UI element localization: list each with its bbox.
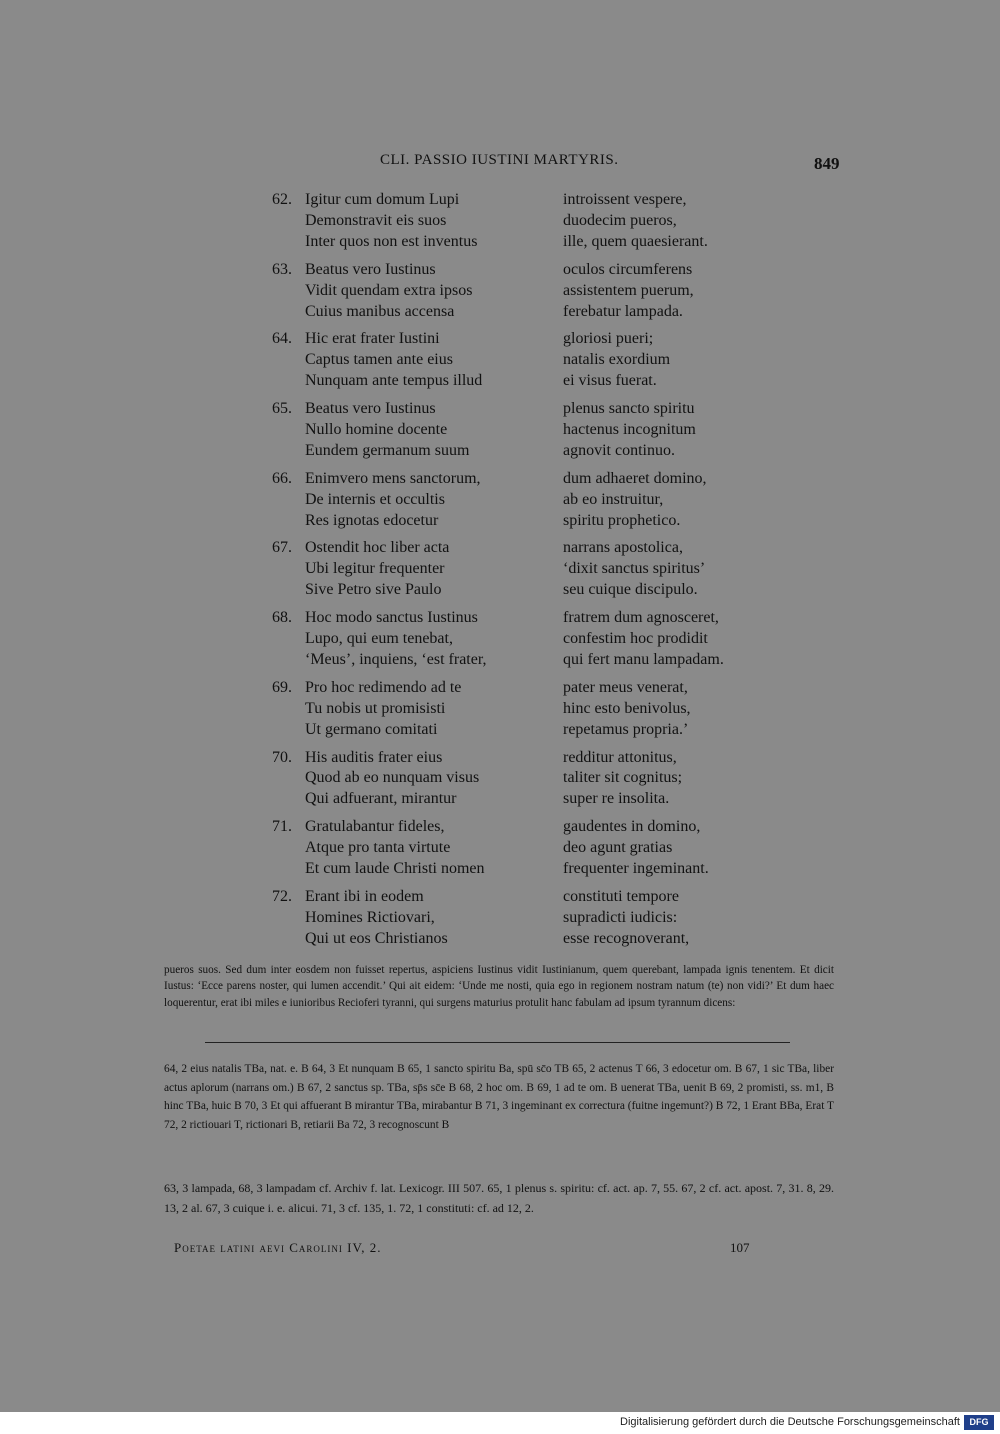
verse-line: assistentem puerum,	[563, 281, 694, 299]
verse-line: taliter sit cognitus;	[563, 769, 683, 787]
verse-first-half	[305, 260, 472, 323]
critical-apparatus: 64, 2 eius natalis TBa, nat. e. B 64, 3 Et nunquam B 65, 1 sancto spiritu Ba, spū sc̄o TB 65, 2 actenus T 66, 3 edocetur om. B 67, 1 sic TBa, liber actus aplorum (narrans om.) B 67, 2 sanctus sp. TBa, sp̄s sc̄e B 68, 2 hoc om. B 69, 1 ad te om. B uenerat TBa, uenit B 69, 2 promisti, ss. m1, B hinc TBa, huic B 70, 3 Et qui affuerant B mirantur TBa, mirabantur B 71, 3 ingeminant ex correctura (fuitne ingemunt?) B 72, 1 Erant BBa, Erat T 72, 2 rictiouari T, rictionari B, retiarii Ba 72, 3 recognoscunt B	[164, 1063, 834, 1131]
verse-line: Et cum laude Christi nomen	[305, 860, 485, 877]
verse-line: Res ignotas edocetur	[305, 511, 439, 529]
verse-line: confestim hoc prodidit	[563, 630, 708, 648]
verse-line: redditur attonitus,	[563, 748, 677, 766]
verse-line: esse recognoverant,	[563, 929, 690, 947]
verse-first-half	[305, 190, 477, 253]
verse-line: Inter quos non est inventus	[305, 232, 478, 250]
verse-second-half	[563, 538, 705, 601]
stanza-number: 67.	[272, 539, 292, 557]
stanza	[0, 469, 1000, 539]
stanza	[0, 190, 1000, 260]
stanza-number: 71.	[272, 818, 292, 836]
verse-line: Ut germano comitati	[305, 720, 438, 738]
verse-line: Atque pro tanta virtute	[305, 839, 451, 857]
verse-line: seu cuique discipulo.	[563, 581, 698, 599]
verse-line: Nunquam ante tempus illud	[305, 372, 483, 390]
running-head: CLI. PASSIO IUSTINI MARTYRIS.	[380, 152, 619, 168]
verse-second-half	[563, 678, 691, 741]
verse-second-half	[563, 817, 709, 880]
verse-line: oculos circumferens	[563, 260, 693, 278]
verse-line: Ostendit hoc liber acta	[305, 539, 450, 557]
verse-line: pater meus venerat,	[563, 678, 688, 696]
stanza	[0, 887, 1000, 957]
verse-line: Ubi legitur frequenter	[305, 560, 445, 578]
verse-second-half	[563, 329, 670, 392]
verse-line: agnovit continuo.	[563, 441, 675, 459]
stanza	[0, 260, 1000, 330]
verse-line: frequenter ingeminant.	[563, 860, 709, 877]
verse-line: Hoc modo sanctus Iustinus	[305, 609, 478, 627]
verse-second-half	[563, 748, 682, 811]
verse-line: duodecim pueros,	[563, 211, 677, 229]
stanza	[0, 748, 1000, 818]
verse-line: constituti tempore	[563, 887, 679, 905]
verse-line: ei visus fuerat.	[563, 372, 657, 390]
prose-parallel-text: pueros suos. Sed dum inter eosdem non fuisset repertus, aspiciens Iustinus vidit Iustinianum, quem querebant, lampada ignis tenentem. Et dicit Iustus: ‘Ecce parens noster, qui lumen accendit.’ Qui ait eidem: ‘Unde me nosti, quia ego in regionem nostram natum (te) non vidi?’ Et dum haec loquerentur, erat ibi miles e iunioribus Recioferi tyranni, qui surgens maturius protulit hanc fabulam ad ipsum tyrannum dicens:	[164, 964, 834, 1009]
stanza-number: 66.	[272, 469, 292, 487]
verse-line: Nullo homine docente	[305, 420, 448, 438]
verse-first-half	[305, 469, 481, 532]
stanza	[0, 817, 1000, 887]
verse-line: Vidit quendam extra ipsos	[305, 281, 473, 299]
verse-second-half	[563, 608, 724, 671]
verse-line: Demonstravit eis suos	[305, 211, 447, 229]
verse-line: Cuius manibus accensa	[305, 302, 455, 320]
verse-line: De internis et occultis	[305, 490, 445, 508]
verse-line: ‘Meus’, inquiens, ‘est frater,	[305, 650, 487, 668]
verse-line: Erant ibi in eodem	[305, 887, 424, 905]
verse-line: Enimvero mens sanctorum,	[305, 469, 481, 487]
verse-second-half	[563, 399, 696, 462]
verse-line: ferebatur lampada.	[563, 302, 683, 320]
verse-first-half	[305, 608, 487, 671]
verse-line: gaudentes in domino,	[563, 818, 701, 836]
verse-first-half	[305, 399, 469, 462]
verse-line: gloriosi pueri;	[563, 330, 654, 348]
verse-line: ‘dixit sanctus spiritus’	[563, 560, 706, 578]
stanza-number: 68.	[272, 609, 292, 627]
verse-line: hinc esto benivolus,	[563, 699, 691, 717]
verse-line: Beatus vero Iustinus	[305, 400, 436, 418]
verse-line: super re insolita.	[563, 790, 670, 808]
verse-first-half	[305, 887, 448, 950]
stanza	[0, 678, 1000, 748]
verse-first-half	[305, 748, 479, 811]
verse-line: natalis exordium	[563, 351, 671, 369]
stanza-number: 63.	[272, 260, 292, 278]
stanza	[0, 399, 1000, 469]
stanza-number: 72.	[272, 887, 292, 905]
verse-first-half	[305, 678, 461, 741]
verse-line: dum adhaeret domino,	[563, 469, 707, 487]
verse-line: fratrem dum agnosceret,	[563, 609, 719, 627]
verse-line: deo agunt gratias	[563, 839, 673, 857]
verse-line: hactenus incognitum	[563, 420, 696, 438]
source-apparatus: 63, 3 lampada, 68, 3 lampadam cf. Archiv f. lat. Lexicogr. III 507. 65, 1 plenus s. spiritu: cf. act. ap. 7, 55. 67, 2 cf. act. apost. 7, 31. 8, 29. 13, 2 al. 67, 3 cuique i. e. alicui. 71, 3 cf. 135, 1. 72, 1 constituti: cf. ad 12, 2.	[164, 1181, 834, 1215]
verse-line: supradicti iudicis:	[563, 908, 678, 926]
verse-line: ab eo instruitur,	[563, 490, 664, 508]
verse-line: narrans apostolica,	[563, 539, 683, 557]
stanza-number: 69.	[272, 678, 292, 696]
verse-line: qui fert manu lampadam.	[563, 650, 724, 668]
dfg-banner	[0, 1412, 1000, 1434]
poem	[0, 190, 1000, 957]
page-number: 849	[814, 154, 840, 173]
verse-line: Quod ab eo nunquam visus	[305, 769, 480, 787]
stanza	[0, 329, 1000, 399]
stanza-number: 62.	[272, 191, 292, 208]
verse-line: Homines Rictiovari,	[305, 908, 435, 926]
verse-line: Igitur cum domum Lupi	[305, 191, 460, 208]
stanza	[0, 538, 1000, 608]
verse-second-half	[563, 469, 707, 532]
stanza-number: 64.	[272, 330, 292, 348]
verse-line: Eundem germanum suum	[305, 441, 470, 459]
verse-line: Pro hoc redimendo ad te	[305, 678, 462, 696]
verse-first-half	[305, 817, 485, 880]
stanza-number: 70.	[272, 748, 292, 766]
verse-line: ille, quem quaesierant.	[563, 232, 708, 250]
verse-line: repetamus propria.’	[563, 720, 689, 738]
verse-first-half	[305, 329, 482, 392]
verse-line: Sive Petro sive Paulo	[305, 581, 442, 599]
dfg-banner-text: Digitalisierung gefördert durch die Deutsche Forschungsgemeinschaft	[620, 1416, 960, 1428]
sheet-number: 107	[730, 1240, 750, 1255]
series-title: Poetae latini aevi Carolini IV, 2.	[174, 1240, 382, 1255]
stanza	[0, 608, 1000, 678]
stanza-number: 65.	[272, 400, 292, 418]
verse-first-half	[305, 538, 449, 601]
verse-line: Beatus vero Iustinus	[305, 260, 436, 278]
dfg-logo: DFG	[964, 1415, 994, 1430]
verse-line: Qui ut eos Christianos	[305, 929, 448, 947]
verse-second-half	[563, 190, 708, 253]
verse-second-half	[563, 260, 694, 323]
verse-line: plenus sancto spiritu	[563, 400, 695, 418]
verse-line: spiritu prophetico.	[563, 511, 681, 529]
verse-line: Gratulabantur fideles,	[305, 818, 445, 836]
verse-line: Lupo, qui eum tenebat,	[305, 630, 453, 648]
verse-line: His auditis frater eius	[305, 748, 443, 766]
verse-line: Hic erat frater Iustini	[305, 330, 440, 348]
verse-line: Captus tamen ante eius	[305, 351, 453, 369]
verse-second-half	[563, 887, 689, 950]
verse-line: Tu nobis ut promisisti	[305, 699, 446, 717]
verse-line: Qui adfuerant, mirantur	[305, 790, 457, 808]
footnote-divider	[205, 1042, 790, 1043]
verse-line: introissent vespere,	[563, 191, 687, 208]
